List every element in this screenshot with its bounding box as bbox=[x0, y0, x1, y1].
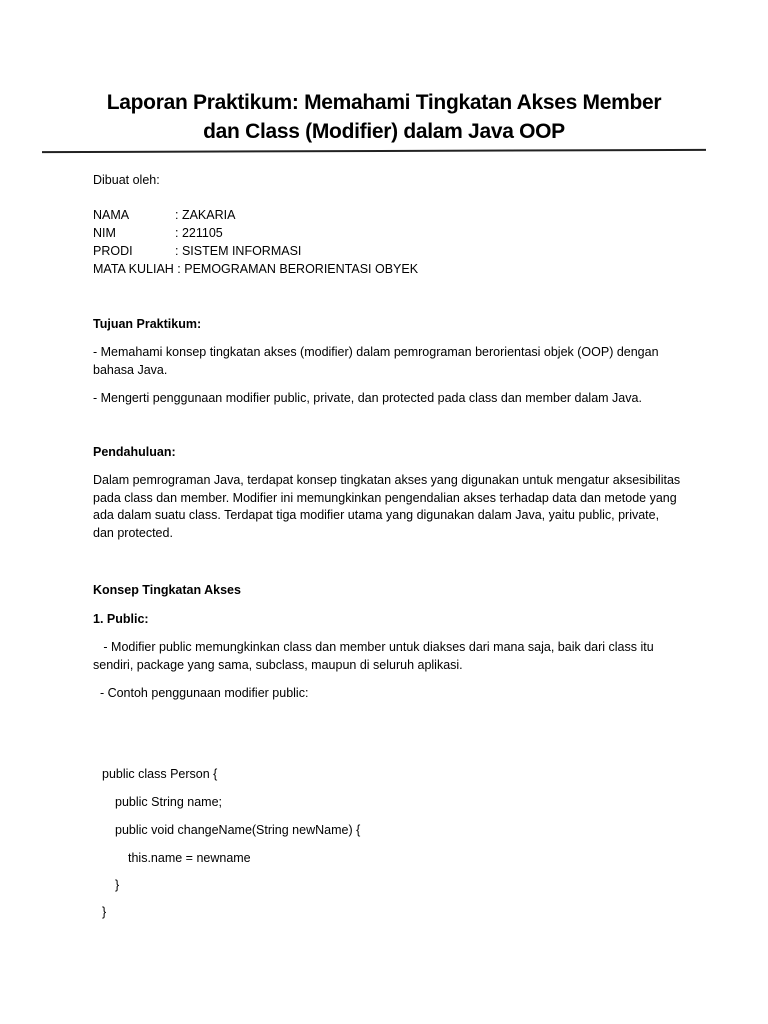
title-line-1: Laporan Praktikum: Memahami Tingkatan Akses Member bbox=[106, 91, 662, 114]
identity-value: : 221105 bbox=[175, 226, 223, 240]
code-line: } bbox=[102, 905, 107, 919]
identity-row-nama bbox=[93, 207, 235, 225]
tujuan-item-2: - Mengerti penggunaan modifier public, private, dan protected pada class dan member dalam Java. bbox=[93, 391, 642, 405]
document-title bbox=[60, 88, 708, 146]
identity-value: : PEMOGRAMAN BERORIENTASI OBYEK bbox=[173, 262, 419, 276]
identity-key: MATA KULIAH bbox=[93, 262, 174, 276]
identity-key: NIM bbox=[93, 226, 116, 240]
public-heading: 1. Public: bbox=[93, 612, 149, 626]
code-line: this.name = newname bbox=[128, 851, 251, 865]
code-line: public String name; bbox=[115, 795, 223, 809]
identity-row-matkul bbox=[93, 261, 418, 279]
identity-key: NAMA bbox=[93, 208, 130, 222]
code-line: public void changeName(String newName) { bbox=[115, 823, 361, 837]
identity-row-nim bbox=[93, 225, 223, 243]
pendahuluan-body: Dalam pemrograman Java, terdapat konsep tingkatan akses yang digunakan untuk mengatur aksesibilitas pada class dan member. Modifier ini memungkinkan pengendalian akses terhadap data dan metode yang ada dalam suatu class. Terdapat tiga modifier utama yang digunakan dalam Java, yaitu public, private, dan protected. bbox=[93, 473, 681, 540]
identity-value: : SISTEM INFORMASI bbox=[175, 244, 302, 258]
title-line-2: dan Class (Modifier) dalam Java OOP bbox=[203, 120, 565, 143]
code-line: public class Person { bbox=[102, 767, 218, 781]
identity-value: : ZAKARIA bbox=[175, 208, 236, 222]
identity-key: PRODI bbox=[93, 244, 133, 258]
public-example-label: - Contoh penggunaan modifier public: bbox=[93, 686, 309, 700]
code-line: } bbox=[115, 878, 120, 892]
title-divider bbox=[42, 149, 706, 153]
identity-row-prodi bbox=[93, 243, 301, 261]
created-by-label: Dibuat oleh: bbox=[93, 173, 160, 187]
konsep-heading: Konsep Tingkatan Akses bbox=[93, 583, 241, 597]
public-description: - Modifier public memungkinkan class dan member untuk diakses dari mana saja, baik dari class itu sendiri, package yang sama, subclass, maupun di seluruh aplikasi. bbox=[93, 640, 658, 672]
pendahuluan-heading: Pendahuluan: bbox=[93, 445, 176, 459]
tujuan-heading: Tujuan Praktikum: bbox=[93, 317, 202, 331]
tujuan-item-1: - Memahami konsep tingkatan akses (modifier) dalam pemrograman berorientasi objek (OOP) dengan bahasa Java. bbox=[93, 345, 659, 377]
